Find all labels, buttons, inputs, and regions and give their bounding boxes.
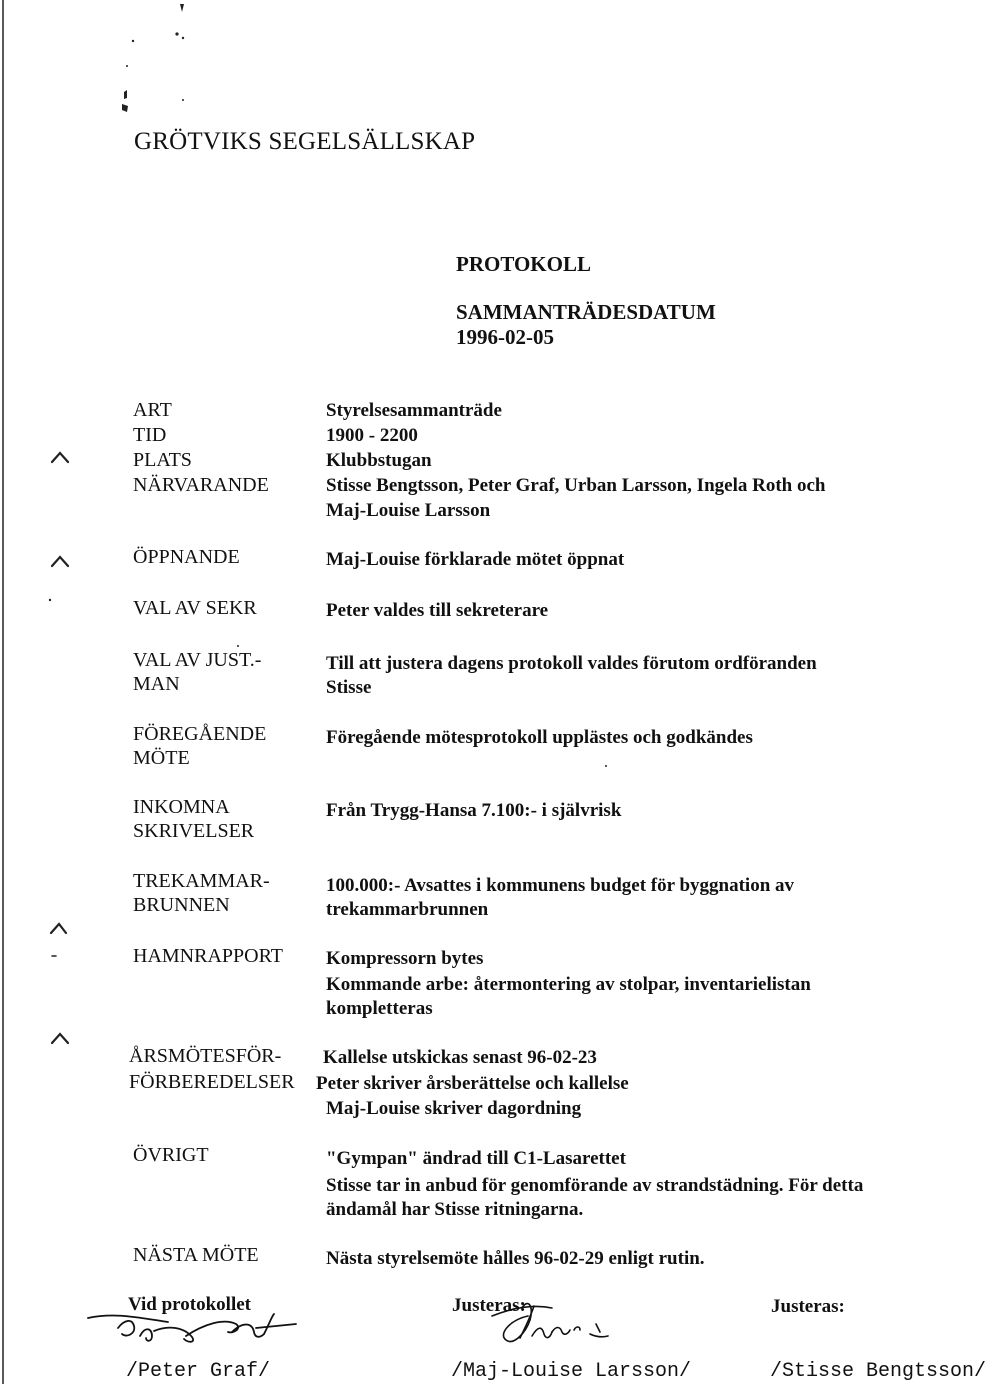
- value-val-just-line-2: Stisse: [326, 677, 372, 698]
- value-foregaende: Föregående mötesprotokoll upplästes och godkändes: [326, 727, 753, 748]
- label-trekammar-line-1: TREKAMMAR-: [133, 870, 270, 892]
- label-ovrigt: ÖVRIGT: [133, 1144, 209, 1166]
- signature-label-protokollet: Vid protokollet: [128, 1294, 251, 1315]
- signature-maj-louise: [492, 1304, 608, 1342]
- value-ovrigt-line-1: "Gympan" ändrad till C1-Lasarettet: [326, 1148, 626, 1169]
- label-arsmote-line-1: ÅRSMÖTESFÖR-: [129, 1045, 282, 1067]
- value-hamn-line-3: kompletteras: [326, 998, 433, 1019]
- label-val-just-line-2: MAN: [133, 673, 180, 695]
- value-hamn-line-2: Kommande arbe: återmontering av stolpar, inventarielistan: [326, 974, 811, 995]
- signature-name-2: /Maj-Louise Larsson/: [451, 1360, 692, 1383]
- value-val-just-line-1: Till att justera dagens protokoll valdes förutom ordföranden: [326, 653, 817, 674]
- value-arsmote-line-2: Peter skriver årsberättelse och kallelse: [316, 1073, 629, 1094]
- value-nasta-mote: Nästa styrelsemöte hålles 96-02-29 enligt rutin.: [326, 1248, 705, 1269]
- value-arsmote-line-1: Kallelse utskickas senast 96-02-23: [323, 1047, 597, 1068]
- signature-name-1: /Peter Graf/: [126, 1360, 271, 1383]
- label-foregaende-line-2: MÖTE: [133, 747, 190, 769]
- label-narvarande: NÄRVARANDE: [133, 474, 269, 496]
- club-name: GRÖTVIKS SEGELSÄLLSKAP: [134, 128, 476, 155]
- label-foregaende-line-1: FÖREGÅENDE: [133, 723, 267, 745]
- label-art: ART: [133, 399, 172, 421]
- value-val-sekr: Peter valdes till sekreterare: [326, 600, 549, 621]
- margin-marks: [51, 453, 68, 1043]
- value-ovrigt-line-2: Stisse tar in anbud för genomförande av strandstädning. För detta: [326, 1175, 864, 1196]
- signature-name-3: /Stisse Bengtsson/: [770, 1360, 986, 1383]
- label-hamnrapport: HAMNRAPPORT: [133, 945, 283, 967]
- value-narvarande-line-1: Stisse Bengtsson, Peter Graf, Urban Larsson, Ingela Roth och: [326, 475, 826, 496]
- value-oppnande: Maj-Louise förklarade mötet öppnat: [326, 549, 625, 570]
- label-inkomna-line-2: SKRIVELSER: [133, 820, 255, 842]
- value-hamn-line-1: Kompressorn bytes: [326, 948, 484, 969]
- label-plats: PLATS: [133, 449, 192, 471]
- label-inkomna-line-1: INKOMNA: [133, 796, 230, 818]
- value-trekammar-line-1: 100.000:- Avsattes i kommunens budget för byggnation av: [326, 875, 795, 896]
- signature-label-justeras-2: Justeras:: [771, 1296, 845, 1317]
- label-trekammar-line-2: BRUNNEN: [133, 894, 230, 916]
- label-nasta-mote: NÄSTA MÖTE: [133, 1244, 259, 1266]
- value-art: Styrelsesammanträde: [326, 400, 502, 421]
- meeting-date: 1996-02-05: [456, 325, 554, 349]
- value-arsmote-line-3: Maj-Louise skriver dagordning: [326, 1098, 582, 1119]
- value-narvarande-line-2: Maj-Louise Larsson: [326, 500, 491, 521]
- meeting-date-label: SAMMANTRÄDESDATUM: [456, 300, 716, 324]
- label-val-just-line-1: VAL AV JUST.-: [133, 649, 262, 671]
- label-val-sekr: VAL AV SEKR: [133, 597, 257, 619]
- signature-peter-graf: [88, 1314, 296, 1342]
- scan-specks: [49, 4, 607, 767]
- value-plats: Klubbstugan: [326, 450, 432, 471]
- signature-label-justeras-1: Justeras:: [452, 1295, 526, 1316]
- document-type: PROTOKOLL: [456, 252, 591, 276]
- value-ovrigt-line-3: ändamål har Stisse ritningarna.: [326, 1199, 584, 1220]
- label-tid: TID: [133, 424, 167, 446]
- label-arsmote-line-2: FÖRBEREDELSER: [129, 1071, 295, 1093]
- label-oppnande: ÖPPNANDE: [133, 546, 240, 568]
- value-tid: 1900 - 2200: [326, 425, 418, 446]
- value-inkomna: Från Trygg-Hansa 7.100:- i självrisk: [326, 800, 622, 821]
- value-trekammar-line-2: trekammarbrunnen: [326, 899, 489, 920]
